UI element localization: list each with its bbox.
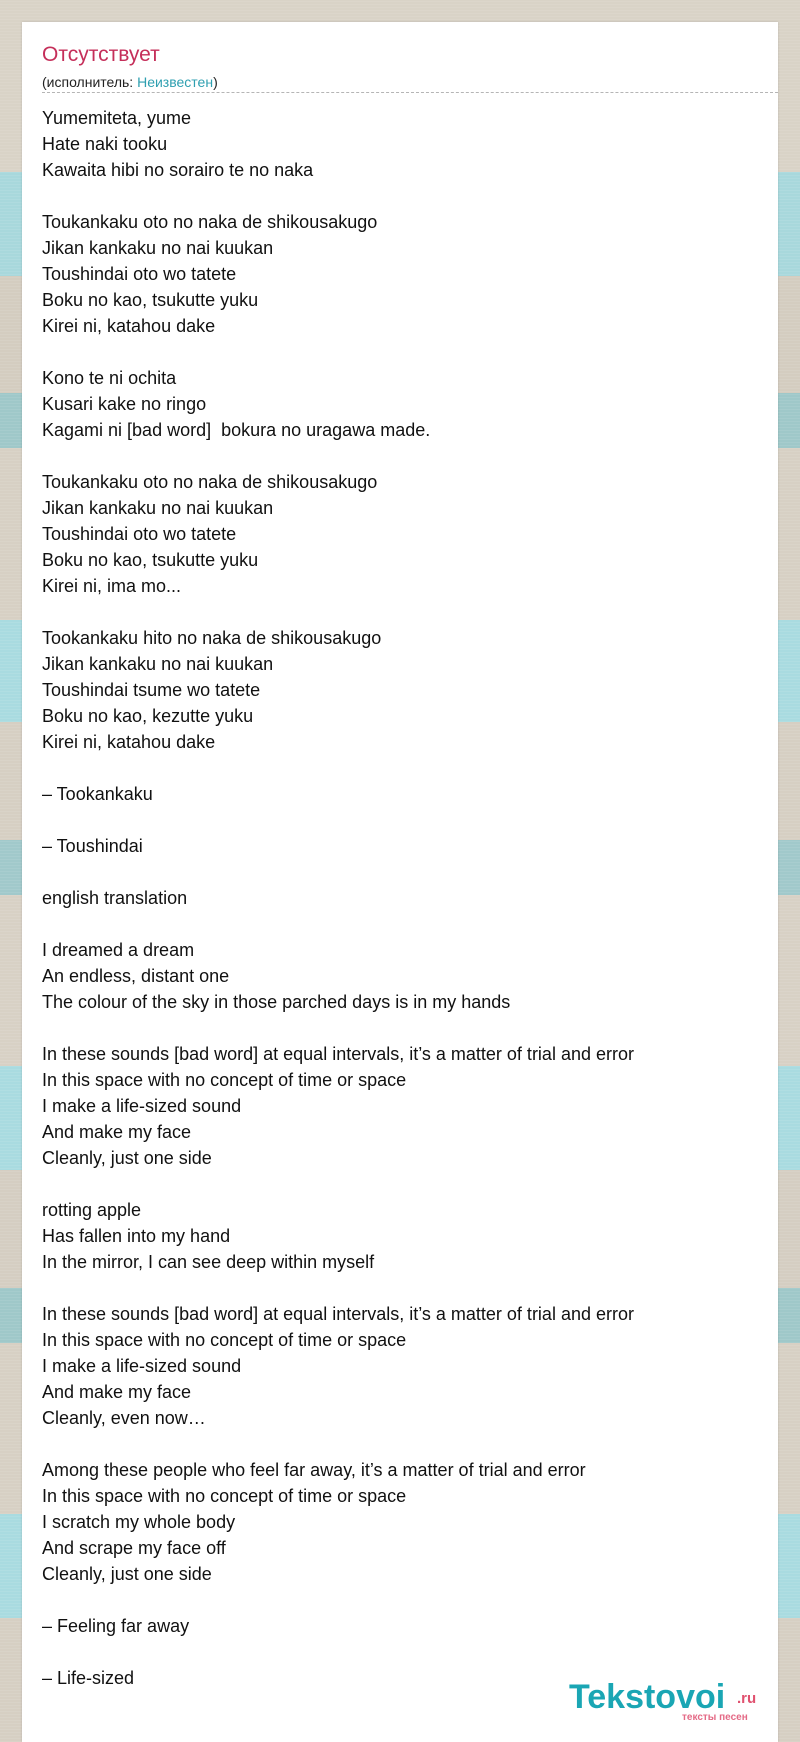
- lyrics-line: Toukankaku oto no naka de shikousakugo: [42, 472, 378, 492]
- lyrics-line: Hate naki tooku: [42, 134, 168, 154]
- performer-suffix: ): [213, 74, 218, 90]
- lyrics-line: The colour of the sky in those parched days is in my hands: [42, 992, 511, 1012]
- lyrics-blank-line: [42, 183, 762, 209]
- lyrics-blank-line: [42, 911, 762, 937]
- lyrics-line: Cleanly, even now…: [42, 1408, 206, 1428]
- lyrics-line: In the mirror, I can see deep within myself: [42, 1252, 375, 1272]
- lyrics-line: Kagami ni [bad word] bokura no uragawa made.: [42, 420, 431, 440]
- lyrics-line: Has fallen into my hand: [42, 1226, 231, 1246]
- lyrics-blank-line: [42, 1015, 762, 1041]
- title-divider: [42, 92, 778, 93]
- lyrics-line: english translation: [42, 888, 188, 908]
- lyrics-line: Jikan kankaku no nai kuukan: [42, 238, 274, 258]
- lyrics-card: [22, 22, 778, 1742]
- lyrics-line: Yumemiteta, yume: [42, 108, 192, 128]
- lyrics-line: Among these people who feel far away, it’s a matter of trial and error: [42, 1460, 586, 1480]
- lyrics-line: And scrape my face off: [42, 1538, 226, 1558]
- lyrics-line: Toushindai oto wo tatete: [42, 524, 237, 544]
- lyrics-line: Kusari kake no ringo: [42, 394, 207, 414]
- lyrics-line: Toukankaku oto no naka de shikousakugo: [42, 212, 378, 232]
- lyrics-line: – Life-sized: [42, 1668, 135, 1688]
- lyrics-blank-line: [42, 1431, 762, 1457]
- lyrics-blank-line: [42, 755, 762, 781]
- lyrics-line: rotting apple: [42, 1200, 142, 1220]
- lyrics-blank-line: [42, 1587, 762, 1613]
- lyrics-blank-line: [42, 599, 762, 625]
- lyrics-line: Tookankaku hito no naka de shikousakugo: [42, 628, 382, 648]
- lyrics-line: And make my face: [42, 1382, 192, 1402]
- lyrics-line: – Toushindai: [42, 836, 143, 856]
- performer-line: [42, 73, 218, 91]
- performer-prefix: (исполнитель:: [42, 74, 138, 90]
- logo-domain: .ru: [737, 1690, 757, 1707]
- lyrics-blank-line: [42, 807, 762, 833]
- lyrics-line: In these sounds [bad word] at equal intervals, it’s a matter of trial and error: [42, 1304, 634, 1324]
- lyrics-line: – Feeling far away: [42, 1616, 190, 1636]
- lyrics-line: I make a life-sized sound: [42, 1096, 242, 1116]
- lyrics-line: I make a life-sized sound: [42, 1356, 242, 1376]
- lyrics-line: In this space with no concept of time or space: [42, 1330, 407, 1350]
- lyrics-line: Cleanly, just one side: [42, 1564, 212, 1584]
- song-title: Отсутствует: [42, 43, 160, 66]
- lyrics-line: I scratch my whole body: [42, 1512, 236, 1532]
- lyrics-blank-line: [42, 443, 762, 469]
- lyrics-blank-line: [42, 1639, 762, 1665]
- lyrics-blank-line: [42, 1275, 762, 1301]
- lyrics-line: I dreamed a dream: [42, 940, 195, 960]
- lyrics-line: Kirei ni, ima mo...: [42, 576, 182, 596]
- lyrics-line: In this space with no concept of time or space: [42, 1070, 407, 1090]
- lyrics-line: In this space with no concept of time or space: [42, 1486, 407, 1506]
- artist-link[interactable]: Неизвестен: [137, 74, 214, 90]
- lyrics-line: Kono te ni ochita: [42, 368, 177, 388]
- lyrics-line: Boku no kao, tsukutte yuku: [42, 290, 259, 310]
- lyrics-line: Toushindai tsume wo tatete: [42, 680, 261, 700]
- lyrics-line: Jikan kankaku no nai kuukan: [42, 498, 274, 518]
- lyrics-line: Jikan kankaku no nai kuukan: [42, 654, 274, 674]
- lyrics-line: And make my face: [42, 1122, 192, 1142]
- lyrics-line: Toushindai oto wo tatete: [42, 264, 237, 284]
- lyrics-line: – Tookankaku: [42, 784, 153, 804]
- lyrics-line: Boku no kao, tsukutte yuku: [42, 550, 259, 570]
- lyrics-line: In these sounds [bad word] at equal intervals, it’s a matter of trial and error: [42, 1044, 634, 1064]
- lyrics-blank-line: [42, 339, 762, 365]
- site-logo[interactable]: [569, 1677, 769, 1727]
- lyrics-blank-line: [42, 1171, 762, 1197]
- lyrics-text: [42, 105, 762, 1691]
- lyrics-line: Boku no kao, kezutte yuku: [42, 706, 254, 726]
- lyrics-line: Kawaita hibi no sorairo te no naka: [42, 160, 314, 180]
- lyrics-line: Kirei ni, katahou dake: [42, 316, 216, 336]
- logo-name: Tekstovoi: [569, 1678, 726, 1716]
- lyrics-line: Kirei ni, katahou dake: [42, 732, 216, 752]
- logo-tagline: тексты песен: [682, 1712, 748, 1723]
- lyrics-blank-line: [42, 859, 762, 885]
- lyrics-line: Cleanly, just one side: [42, 1148, 212, 1168]
- lyrics-line: An endless, distant one: [42, 966, 230, 986]
